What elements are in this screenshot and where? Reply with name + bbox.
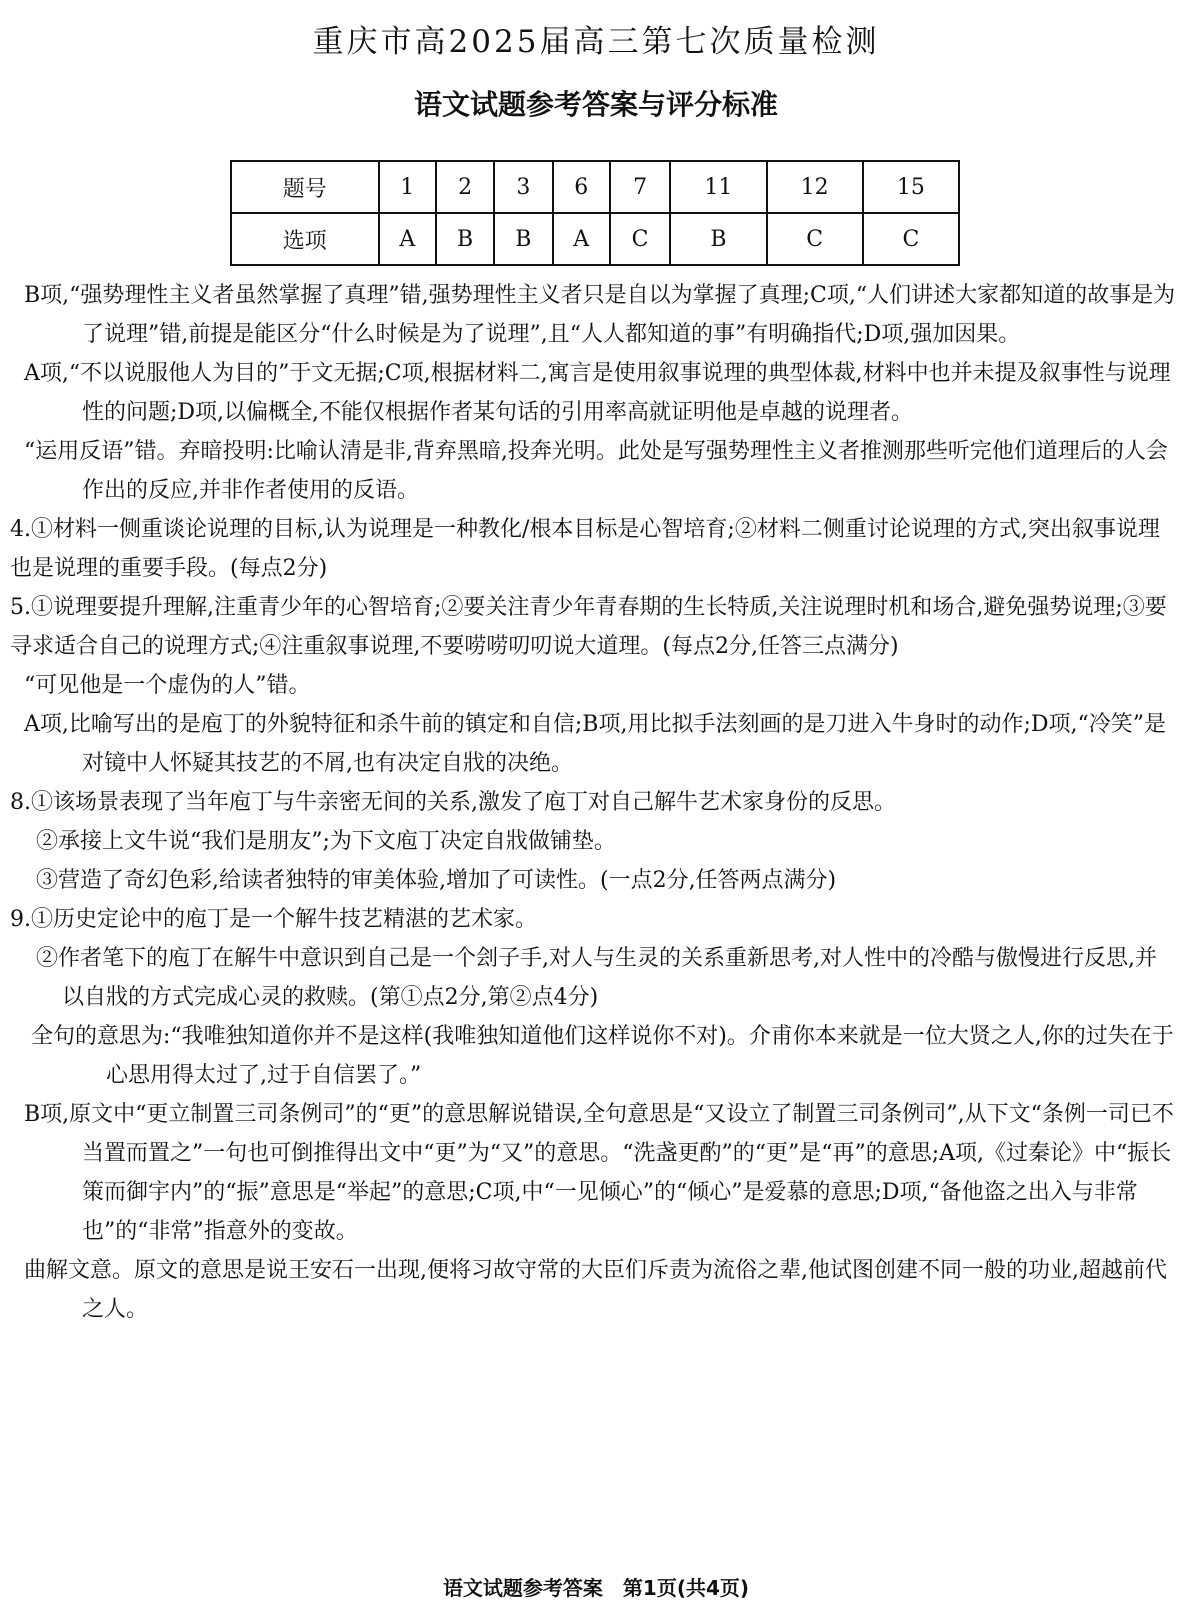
item-text: A项,“不以说服他人为目的”于文无据;C项,根据材料二,寓言是使用叙事说理的典型体裁,材料中也并未提及叙事性与说理性的问题;D项,以偏概全,不能仅根据作者某句话的引用率高就证明他是卓越的说理者。 [24, 361, 1171, 425]
item-text: “可见他是一个虚伪的人”错。 [24, 673, 311, 698]
question-number: 1 [379, 161, 436, 213]
page-footer: 语文试题参考答案 第1页(共4页) [442, 1576, 750, 1600]
item-text: “运用反语”错。弃暗投明:比喻认清是非,背弃黑暗,投奔光明。此处是写强势理性主义者推测那些听完他们道理后的人会作出的反应,并非作者使用的反语。 [24, 439, 1168, 503]
answer-item-5 [10, 588, 1178, 666]
answer-option: B [494, 213, 552, 265]
question-number: 3 [494, 161, 552, 213]
item-line: ②作者笔下的庖丁在解牛中意识到自己是一个刽子手,对人与生灵的关系重新思考,对人性中的冷酷与傲慢进行反思,并以自戕的方式完成心灵的救赎。(第①点2分,第②点4分) [36, 946, 1157, 1010]
item-text: A项,比喻写出的是庖丁的外貌特征和杀牛前的镇定和自信;B项,用比拟手法刻画的是刀进入牛身时的动作;D项,“冷笑”是对镜中人怀疑其技艺的不屑,也有决定自戕的决绝。 [24, 712, 1166, 776]
answer-explanations [10, 276, 1178, 1329]
answer-item-4 [10, 510, 1178, 588]
item-line: ②承接上文牛说“我们是朋友”;为下文庖丁决定自戕做铺垫。 [36, 829, 616, 854]
answer-item-6 [10, 666, 1178, 705]
item-text: 全句的意思为:“我唯独知道你并不是这样(我唯独知道他们这样说你不对)。介甫你本来就是一位大贤之人,你的过失在于心思用得太过了,过于自信罢了。” [30, 1024, 1174, 1088]
question-number: 7 [610, 161, 670, 213]
table-row-label: 选项 [231, 213, 379, 265]
item-line: ①历史定论中的庖丁是一个解牛技艺精湛的艺术家。 [31, 907, 538, 932]
answer-option: A [553, 213, 610, 265]
answer-item-9 [10, 900, 1178, 1017]
question-number: 15 [863, 161, 959, 213]
item-line: ①该场景表现了当年庖丁与牛亲密无间的关系,激发了庖丁对自己解牛艺术家身份的反思。 [31, 790, 896, 815]
item-text: ①材料一侧重谈论说理的目标,认为说理是一种教化/根本目标是心智培育;②材料二侧重讨论说理的方式,突出叙事说理也是说理的重要手段。(每点2分) [10, 517, 1160, 581]
answer-option: B [436, 213, 494, 265]
item-text: ①说理要提升理解,注重青少年的心智培育;②要关注青少年青春期的生长特质,关注说理时机和场合,避免强势说理;③要寻求适合自己的说理方式;④注重叙事说理,不要唠唠叨叨说大道理。(每点2分,任答三点满分) [10, 595, 1167, 659]
answer-item-2 [10, 354, 1178, 432]
item-number: 5. [10, 595, 31, 620]
item-text: B项,“强势理性主义者虽然掌握了真理”错,强势理性主义者只是自以为掌握了真理;C项,“人们讲述大家都知道的故事是为了说理”错,前提是能区分“什么时候是为了说理”,且“人人都知道的事”有明确指代;D项,强加因果。 [24, 283, 1176, 347]
answer-item-3 [10, 432, 1178, 510]
answer-option: B [670, 213, 766, 265]
answer-item-1 [10, 276, 1178, 354]
answer-item-11 [10, 1095, 1178, 1251]
answer-option: C [610, 213, 670, 265]
item-text: 曲解文意。原文的意思是说王安石一出现,便将习故守常的大臣们斥责为流俗之辈,他试图创建不同一般的功业,超越前代之人。 [24, 1258, 1167, 1322]
table-row-label: 题号 [231, 161, 379, 213]
answer-table-option-row [231, 213, 959, 265]
item-line: ③营造了奇幻色彩,给读者独特的审美体验,增加了可读性。(一点2分,任答两点满分) [36, 868, 837, 893]
item-text: B项,原文中“更立制置三司条例司”的“更”的意思解说错误,全句意思是“又设立了制置三司条例司”,从下文“条例一司已不当置而置之”一句也可倒推得出文中“更”为“又”的意思。“洗盏更酌”的“更”是“再”的意思;A项,《过秦论》中“振长策而御宇内”的“振”意思是“举起”的意思;C项,中“一见倾心”的“倾心”是爱慕的意思;D项,“备他盗之出入与非常也”的“非常”指意外的变故。 [24, 1102, 1174, 1244]
item-number: 8. [10, 790, 31, 815]
answer-item-12 [10, 1251, 1178, 1329]
answer-option: C [767, 213, 863, 265]
item-number: 4. [10, 517, 31, 542]
answer-item-7 [10, 705, 1178, 783]
answer-option: A [379, 213, 436, 265]
answer-item-8 [10, 783, 1178, 900]
answer-item-10 [10, 1017, 1178, 1095]
question-number: 6 [553, 161, 610, 213]
question-number: 2 [436, 161, 494, 213]
page-subtitle: 语文试题参考答案与评分标准 [413, 88, 778, 121]
answer-table-question-row [231, 161, 959, 213]
answer-option: C [863, 213, 959, 265]
answer-table [230, 160, 960, 266]
question-number: 12 [767, 161, 863, 213]
item-number: 9. [10, 907, 31, 932]
question-number: 11 [670, 161, 766, 213]
page-title: 重庆市高2025届高三第七次质量检测 [312, 24, 880, 60]
